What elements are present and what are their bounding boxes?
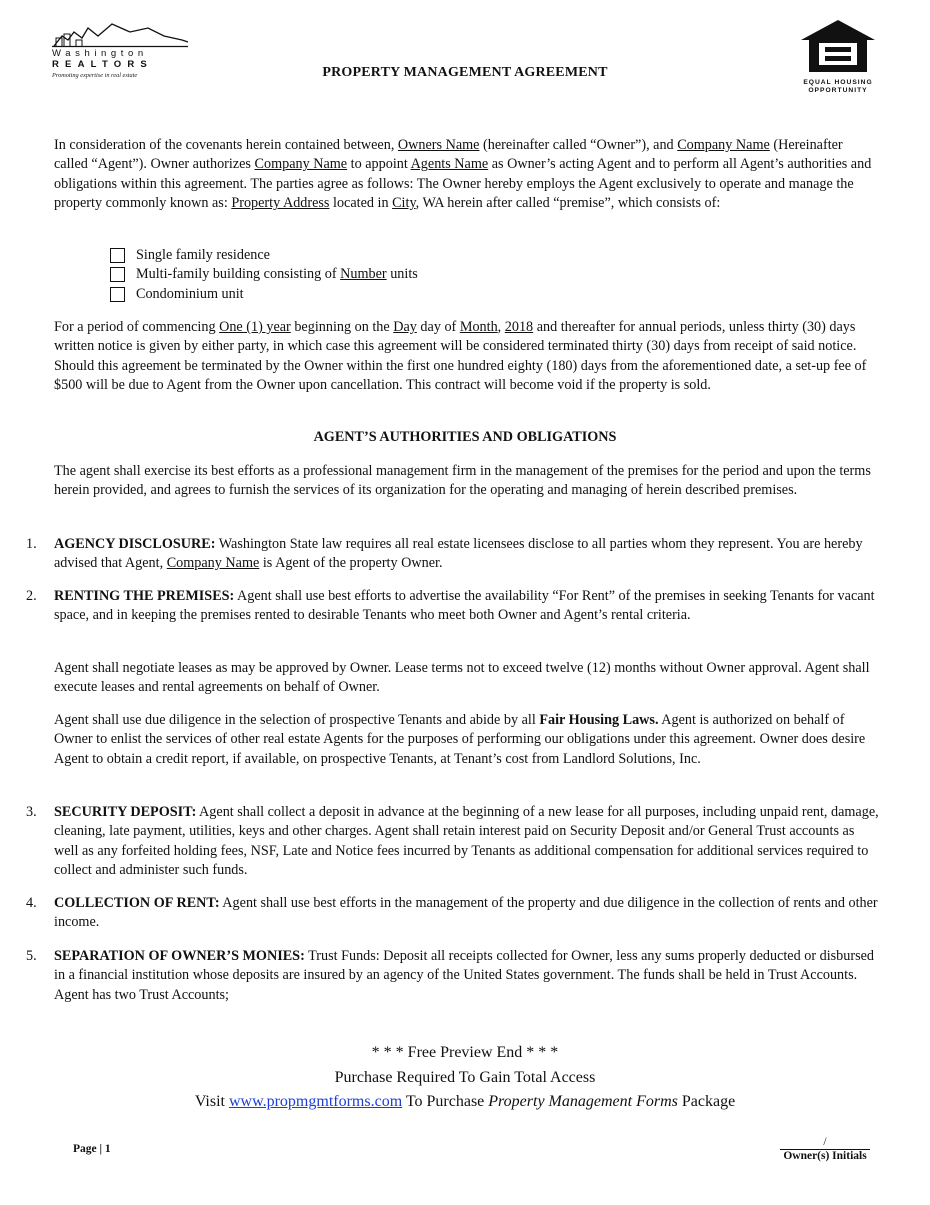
start-month-field: Month: [459, 319, 498, 335]
page-number: Page | 1: [73, 1143, 111, 1155]
eho-line1: EQUAL HOUSING: [803, 79, 873, 86]
start-day-field: Day: [393, 319, 417, 335]
initials-line[interactable]: /: [780, 1136, 870, 1150]
preview-end-notice: * * * Free Preview End * * *: [371, 1044, 559, 1061]
eho-line2: OPPORTUNITY: [808, 87, 868, 94]
separation-of-monies-title: SEPARATION OF OWNER’S MONIES:: [54, 948, 305, 964]
option-single-family[interactable]: [110, 246, 270, 265]
product-name: Property Management Forms: [488, 1093, 678, 1110]
option-multi-family[interactable]: [110, 265, 418, 284]
item-number: 2.: [26, 588, 37, 604]
item-number: 4.: [26, 895, 37, 911]
owners-name-field: Owners Name: [397, 137, 480, 153]
property-address-field: Property Address: [231, 195, 330, 212]
equal-housing-house-icon: [799, 18, 877, 74]
item-number: 1.: [26, 536, 37, 552]
document-title: PROPERTY MANAGEMENT AGREEMENT: [322, 65, 608, 80]
renting-premises-title: RENTING THE PREMISES:: [54, 588, 235, 604]
leases-paragraph: Agent shall negotiate leases as may be approved by Owner. Lease terms not to exceed twelve (12) months without Owner approval. Agent shall execute leases and rental agreements on behalf of Owner.: [54, 660, 870, 696]
renting-premises-paragraph: RENTING THE PREMISES: Agent shall use best efforts to advertise the availability “For Rent” of the premises in seeking Tenants for vacant space, and in keeping the premises rented to desirable Tenants who meet both Owner and Agent’s rental criteria.: [54, 588, 875, 624]
skyline-logo-icon: [52, 22, 190, 48]
item-number: 5.: [26, 948, 37, 964]
agency-disclosure-title: AGENCY DISCLOSURE:: [54, 536, 216, 552]
fair-housing-laws: Fair Housing Laws.: [539, 712, 659, 728]
company-name-field: Company Name: [254, 156, 348, 173]
separation-of-monies-paragraph: SEPARATION OF OWNER’S MONIES: Trust Funds: Deposit all receipts collected for Owner, less any sums properly deducted or disbursed in a financial institution whose deposits are insured by an agency of the United States government. The funds shall be held in Trust Accounts. Agent has two Trust Accounts;: [54, 948, 874, 1003]
purchase-required-notice: Purchase Required To Gain Total Access: [334, 1069, 596, 1086]
single-family-label: Single family residence: [136, 247, 270, 263]
company-name-field: Company Name: [166, 555, 260, 572]
term-duration-field: One (1) year: [219, 319, 291, 335]
propmgmtforms-link[interactable]: www.propmgmtforms.com: [228, 1093, 403, 1110]
initials-label: Owner(s) Initials: [783, 1150, 867, 1162]
company-name-field: Company Name: [677, 137, 770, 153]
multi-family-checkbox[interactable]: [110, 267, 125, 282]
unit-number-field: Number: [340, 266, 387, 282]
equal-housing-logo: [797, 18, 879, 96]
owner-initials-field[interactable]: [780, 1136, 870, 1163]
start-year-field: 2018: [504, 319, 534, 335]
city-field: City: [392, 195, 416, 212]
logo-brand-top: Washington: [52, 48, 148, 59]
collection-of-rent-paragraph: COLLECTION OF RENT: Agent shall use best efforts in the management of the property and due diligence in the collection of rents and other income.: [54, 895, 878, 931]
intro-paragraph: In consideration of the covenants herein contained between, Owners Name (hereinafter called “Owner”), and Company Name (Hereinafter called “Agent”). Owner authorizes Company Name to appoint Agents Name as Owner’s acting Agent and to perform all Agent’s authorities and obligations within this agreement. The parties agree as follows: The Owner hereby employs the Agent exclusively to operate and manage the property commonly known as: Property Address located in City, WA herein after called “premise”, which consists of:: [54, 137, 872, 212]
agency-disclosure-paragraph: AGENCY DISCLOSURE: Washington State law requires all real estate licensees disclose to all parties whom they represent. You are hereby advised that Agent, Company Name is Agent of the property Owner.: [54, 536, 863, 572]
multi-family-label: Multi-family building consisting of Number units: [136, 266, 418, 282]
logo-brand-main: REALTORS: [52, 59, 153, 70]
section-intro-paragraph: The agent shall exercise its best efforts as a professional management firm in the management of the premises for the period and upon the terms herein provided, and agrees to furnish the services of its organization for the operating and managing of herein described premises.: [54, 463, 871, 499]
condominium-label: Condominium unit: [136, 286, 244, 302]
logo-tagline: Promoting expertise in real estate: [52, 72, 138, 79]
tenant-selection-paragraph: Agent shall use due diligence in the selection of prospective Tenants and abide by all Fair Housing Laws. Agent is authorized on behalf of Owner to enlist the services of other real estate Agents for the purposes of performing our obligations under this agreement. Owner does desire Agent to obtain a credit report, if available, on prospective Tenants, at Tenant’s cost from Landlord Solutions, Inc.: [54, 712, 866, 767]
option-condominium[interactable]: [110, 285, 244, 304]
collection-of-rent-title: COLLECTION OF RENT:: [54, 895, 220, 911]
term-paragraph: For a period of commencing One (1) year beginning on the Day day of Month, 2018 and thereafter for annual periods, unless thirty (30) days written notice is given by either party, in which case this agreement will be considered terminated thirty (30) days from receipt of said notice. Should this agreement be terminated by the Owner within the first one hundred eighty (180) days from the aforementioned date, a set-up fee of $500 will be due to Agent from the Owner upon cancellation. This contract will become void if the property is sold.: [54, 319, 867, 394]
purchase-link-line: Visit www.propmgmtforms.com To Purchase Property Management Forms Package: [194, 1093, 736, 1110]
security-deposit-title: SECURITY DEPOSIT:: [54, 804, 197, 820]
item-number: 3.: [26, 804, 37, 820]
condominium-checkbox[interactable]: [110, 287, 125, 302]
security-deposit-paragraph: SECURITY DEPOSIT: Agent shall collect a deposit in advance at the beginning of a new lease for all purposes, including unpaid rent, damage, cleaning, late payment, utilities, keys and other charges. Agent shall retain interest paid on Security Deposit and/or General Trust accounts as well as any forfeited holding fees, NSF, Late and Notice fees incurred by Tenants as additional compensation for additional services required to collect and administer such funds.: [54, 804, 879, 879]
section-heading: AGENT’S AUTHORITIES AND OBLIGATIONS: [313, 429, 617, 445]
agents-name-field: Agents Name: [410, 156, 489, 173]
single-family-checkbox[interactable]: [110, 248, 125, 263]
